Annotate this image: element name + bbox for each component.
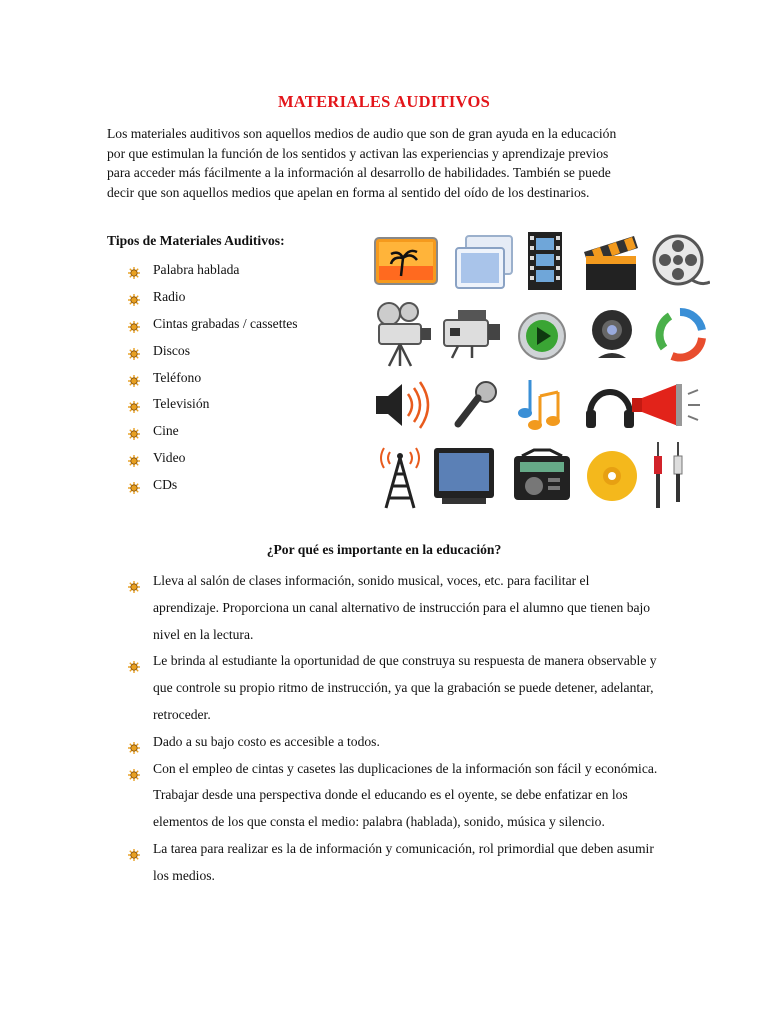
cd-icon — [587, 451, 637, 501]
megaphone-icon — [632, 384, 700, 426]
intro-text: Los materiales auditivos son aquellos medios de audio que son de gran ayuda en la educación por que estimulan la función de los sentidos y activan las experiencias y aprendizaje previos para acceder más fácilmente a la información al desarrollo de habilidades. También se puede decir que son aquellos medios que apelan en forma al sentido del oído de los destinarios. — [107, 126, 617, 200]
list-item: Video — [128, 447, 298, 474]
types-heading: Tipos de Materiales Auditivos: — [107, 233, 285, 248]
sun-bullet-icon — [128, 479, 140, 491]
list-item: Con el empleo de cintas y casetes las duplicaciones de la información son fácil y económica. Trabajar desde una perspectiva donde el educando es el oyente, se debe enfatizar en los elementos de los que consta el medio: palabra (hablada), sonido, música y silencio. — [128, 756, 658, 836]
list-item: Le brinda al estudiante la oportunidad de que construya su respuesta de manera observable y que controle su propio ritmo de instrucción, ya que la grabación se puede detener, adelantar, retroceder. — [128, 648, 658, 728]
sun-bullet-icon — [128, 291, 140, 303]
sun-bullet-icon — [128, 844, 140, 856]
types-list — [128, 259, 298, 501]
photo-icon — [375, 238, 437, 284]
list-item: Dado a su bajo costo es accesible a todos. — [128, 729, 658, 756]
microphone-icon — [458, 382, 496, 424]
list-item: Teléfono — [128, 367, 298, 394]
importance-list — [128, 568, 658, 890]
sun-bullet-icon — [128, 372, 140, 384]
list-item: Cintas grabadas / cassettes — [128, 313, 298, 340]
sun-bullet-icon — [128, 425, 140, 437]
list-item: Palabra hablada — [128, 259, 298, 286]
list-item: La tarea para realizar es la de información y comunicación, rol primordial que deben asumir los medios. — [128, 836, 658, 890]
music-notes-icon — [518, 380, 560, 430]
sun-bullet-icon — [128, 576, 140, 588]
film-camera-icon — [378, 303, 431, 366]
film-strip-icon — [528, 232, 562, 290]
sun-bullet-icon — [128, 264, 140, 276]
media-icons-grid — [370, 228, 710, 513]
antenna-tower-icon — [381, 448, 419, 508]
photos-icon — [456, 236, 512, 288]
sun-bullet-icon — [128, 318, 140, 330]
audio-cables-icon — [654, 442, 682, 508]
sun-bullet-icon — [128, 345, 140, 357]
radio-icon — [514, 450, 570, 500]
clapperboard-icon — [584, 236, 638, 290]
play-button-icon — [519, 313, 565, 359]
list-item: Radio — [128, 286, 298, 313]
refresh-icon — [660, 312, 702, 358]
list-item: Cine — [128, 420, 298, 447]
sun-bullet-icon — [128, 398, 140, 410]
sun-bullet-icon — [128, 656, 140, 668]
headphones-icon — [586, 392, 634, 428]
list-item: Discos — [128, 340, 298, 367]
sun-bullet-icon — [128, 452, 140, 464]
speaker-icon — [376, 382, 428, 428]
television-icon — [434, 448, 494, 504]
webcam-icon — [592, 310, 632, 358]
importance-heading: ¿Por qué es importante en la educación? — [266, 542, 502, 557]
list-item: Lleva al salón de clases información, sonido musical, voces, etc. para facilitar el aprendizaje. Proporciona un canal alternativo de instrucción para el alumno que tienen bajo nivel en la lectura. — [128, 568, 658, 648]
list-item: Televisión — [128, 393, 298, 420]
film-reel-icon — [654, 236, 710, 284]
sun-bullet-icon — [128, 764, 140, 776]
list-item: CDs — [128, 474, 298, 501]
intro-paragraph — [107, 124, 627, 202]
sun-bullet-icon — [128, 737, 140, 749]
document-title: MATERIALES AUDITIVOS — [277, 92, 491, 111]
video-camera-icon — [444, 310, 500, 358]
